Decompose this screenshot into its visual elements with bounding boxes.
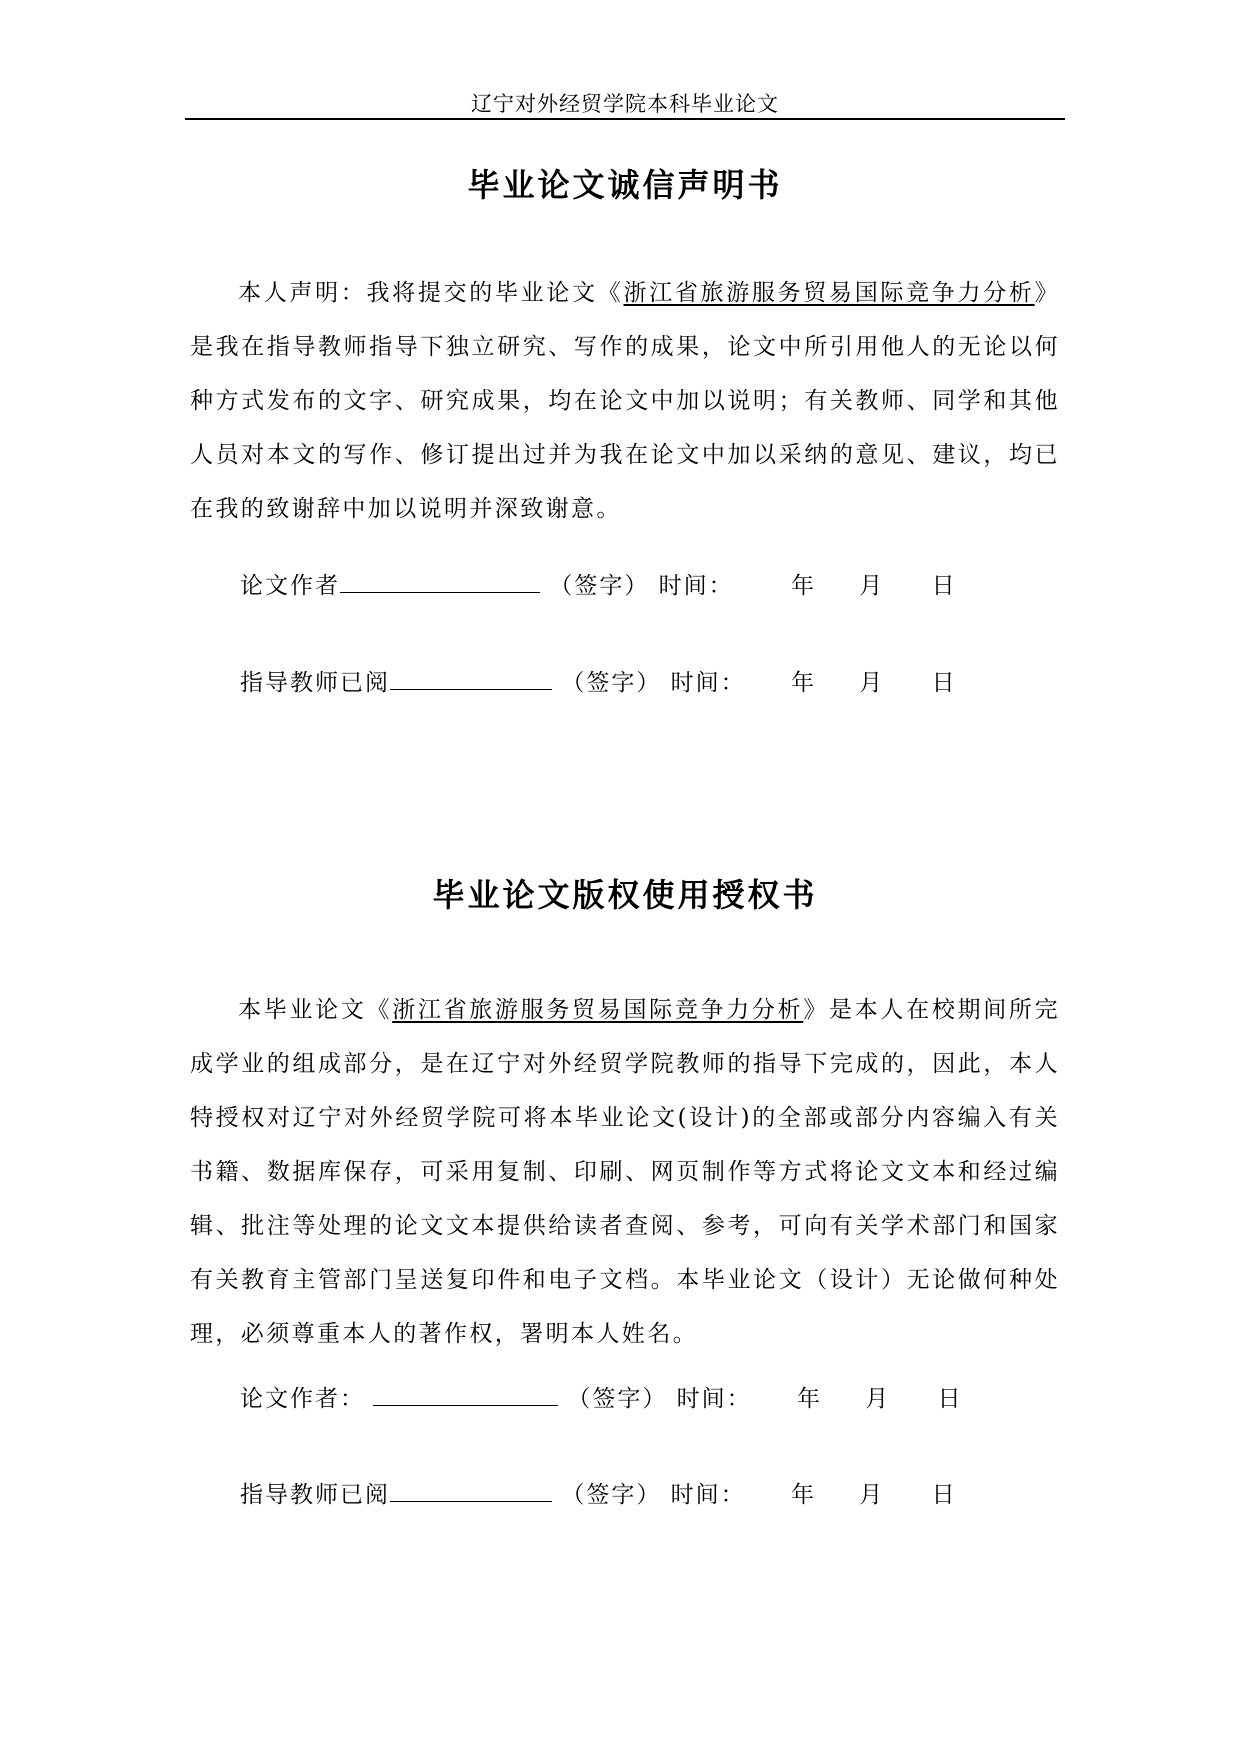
day-label: 日 [937, 1386, 963, 1412]
time-label: 时间： [670, 670, 746, 696]
year-label: 年 [790, 1482, 816, 1508]
author-label: 论文作者 [240, 573, 340, 599]
sign-note: （签字） [567, 1386, 668, 1412]
sign-note: （签字） [561, 670, 662, 696]
author-label: 论文作者： [240, 1386, 365, 1412]
integrity-advisor-signature-row [240, 663, 957, 697]
copyright-paragraph [190, 983, 1060, 1361]
integrity-text-after: 》是我在指导教师指导下独立研究、写作的成果，论文中所引用他人的无论以何种方式发布的文字、研究成果，均在论文中加以说明；有关教师、同学和其他人员对本文的写作、修订提出过并为我在论文中加以采纳的意见、建议，均已在我的致谢辞中加以说明并深致谢意。 [190, 280, 1061, 522]
author-signature-blank[interactable] [373, 1379, 558, 1406]
sign-note: （签字） [561, 1482, 662, 1508]
copyright-author-signature-row [240, 1379, 963, 1413]
copyright-text-before: 本毕业论文《 [238, 997, 393, 1023]
time-label: 时间： [670, 1482, 746, 1508]
month-label: 月 [859, 573, 885, 599]
integrity-text-before: 本人声明：我将提交的毕业论文《 [238, 280, 624, 306]
copyright-advisor-signature-row [240, 1475, 957, 1509]
advisor-signature-blank[interactable] [390, 663, 552, 690]
year-label: 年 [796, 1386, 822, 1412]
author-signature-blank[interactable] [340, 566, 540, 593]
year-label: 年 [790, 573, 816, 599]
integrity-author-signature-row [240, 566, 957, 600]
integrity-heading: 毕业论文诚信声明书 [467, 166, 783, 204]
integrity-paragraph [190, 266, 1060, 536]
copyright-text-after: 》是本人在校期间所完成学业的组成部分，是在辽宁对外经贸学院教师的指导下完成的，因此，本人特授权对辽宁对外经贸学院可将本毕业论文(设计)的全部或部分内容编入有关书籍、数据库保存，可采用复制、印刷、网页制作等方式将论文文本和经过编辑、批注等处理的论文文本提供给读者查阅、参考，可向有关学术部门和国家有关教育主管部门呈送复印件和电子文档。本毕业论文（设计）无论做何种处理，必须尊重本人的著作权，署明本人姓名。 [190, 997, 1061, 1347]
header-rule [185, 118, 1065, 120]
year-label: 年 [790, 670, 816, 696]
time-label: 时间： [658, 573, 734, 599]
day-label: 日 [931, 573, 957, 599]
advisor-label: 指导教师已阅 [240, 1482, 390, 1508]
integrity-thesis-title: 浙江省旅游服务贸易国际竞争力分析 [623, 280, 1035, 306]
time-label: 时间： [676, 1386, 752, 1412]
running-header: 辽宁对外经贸学院本科毕业论文 [471, 92, 779, 116]
month-label: 月 [865, 1386, 891, 1412]
copyright-thesis-title: 浙江省旅游服务贸易国际竞争力分析 [392, 997, 804, 1023]
advisor-signature-blank[interactable] [390, 1475, 552, 1502]
advisor-label: 指导教师已阅 [240, 670, 390, 696]
day-label: 日 [931, 670, 957, 696]
month-label: 月 [859, 1482, 885, 1508]
day-label: 日 [931, 1482, 957, 1508]
copyright-heading: 毕业论文版权使用授权书 [432, 876, 818, 914]
sign-note: （签字） [549, 573, 650, 599]
month-label: 月 [859, 670, 885, 696]
